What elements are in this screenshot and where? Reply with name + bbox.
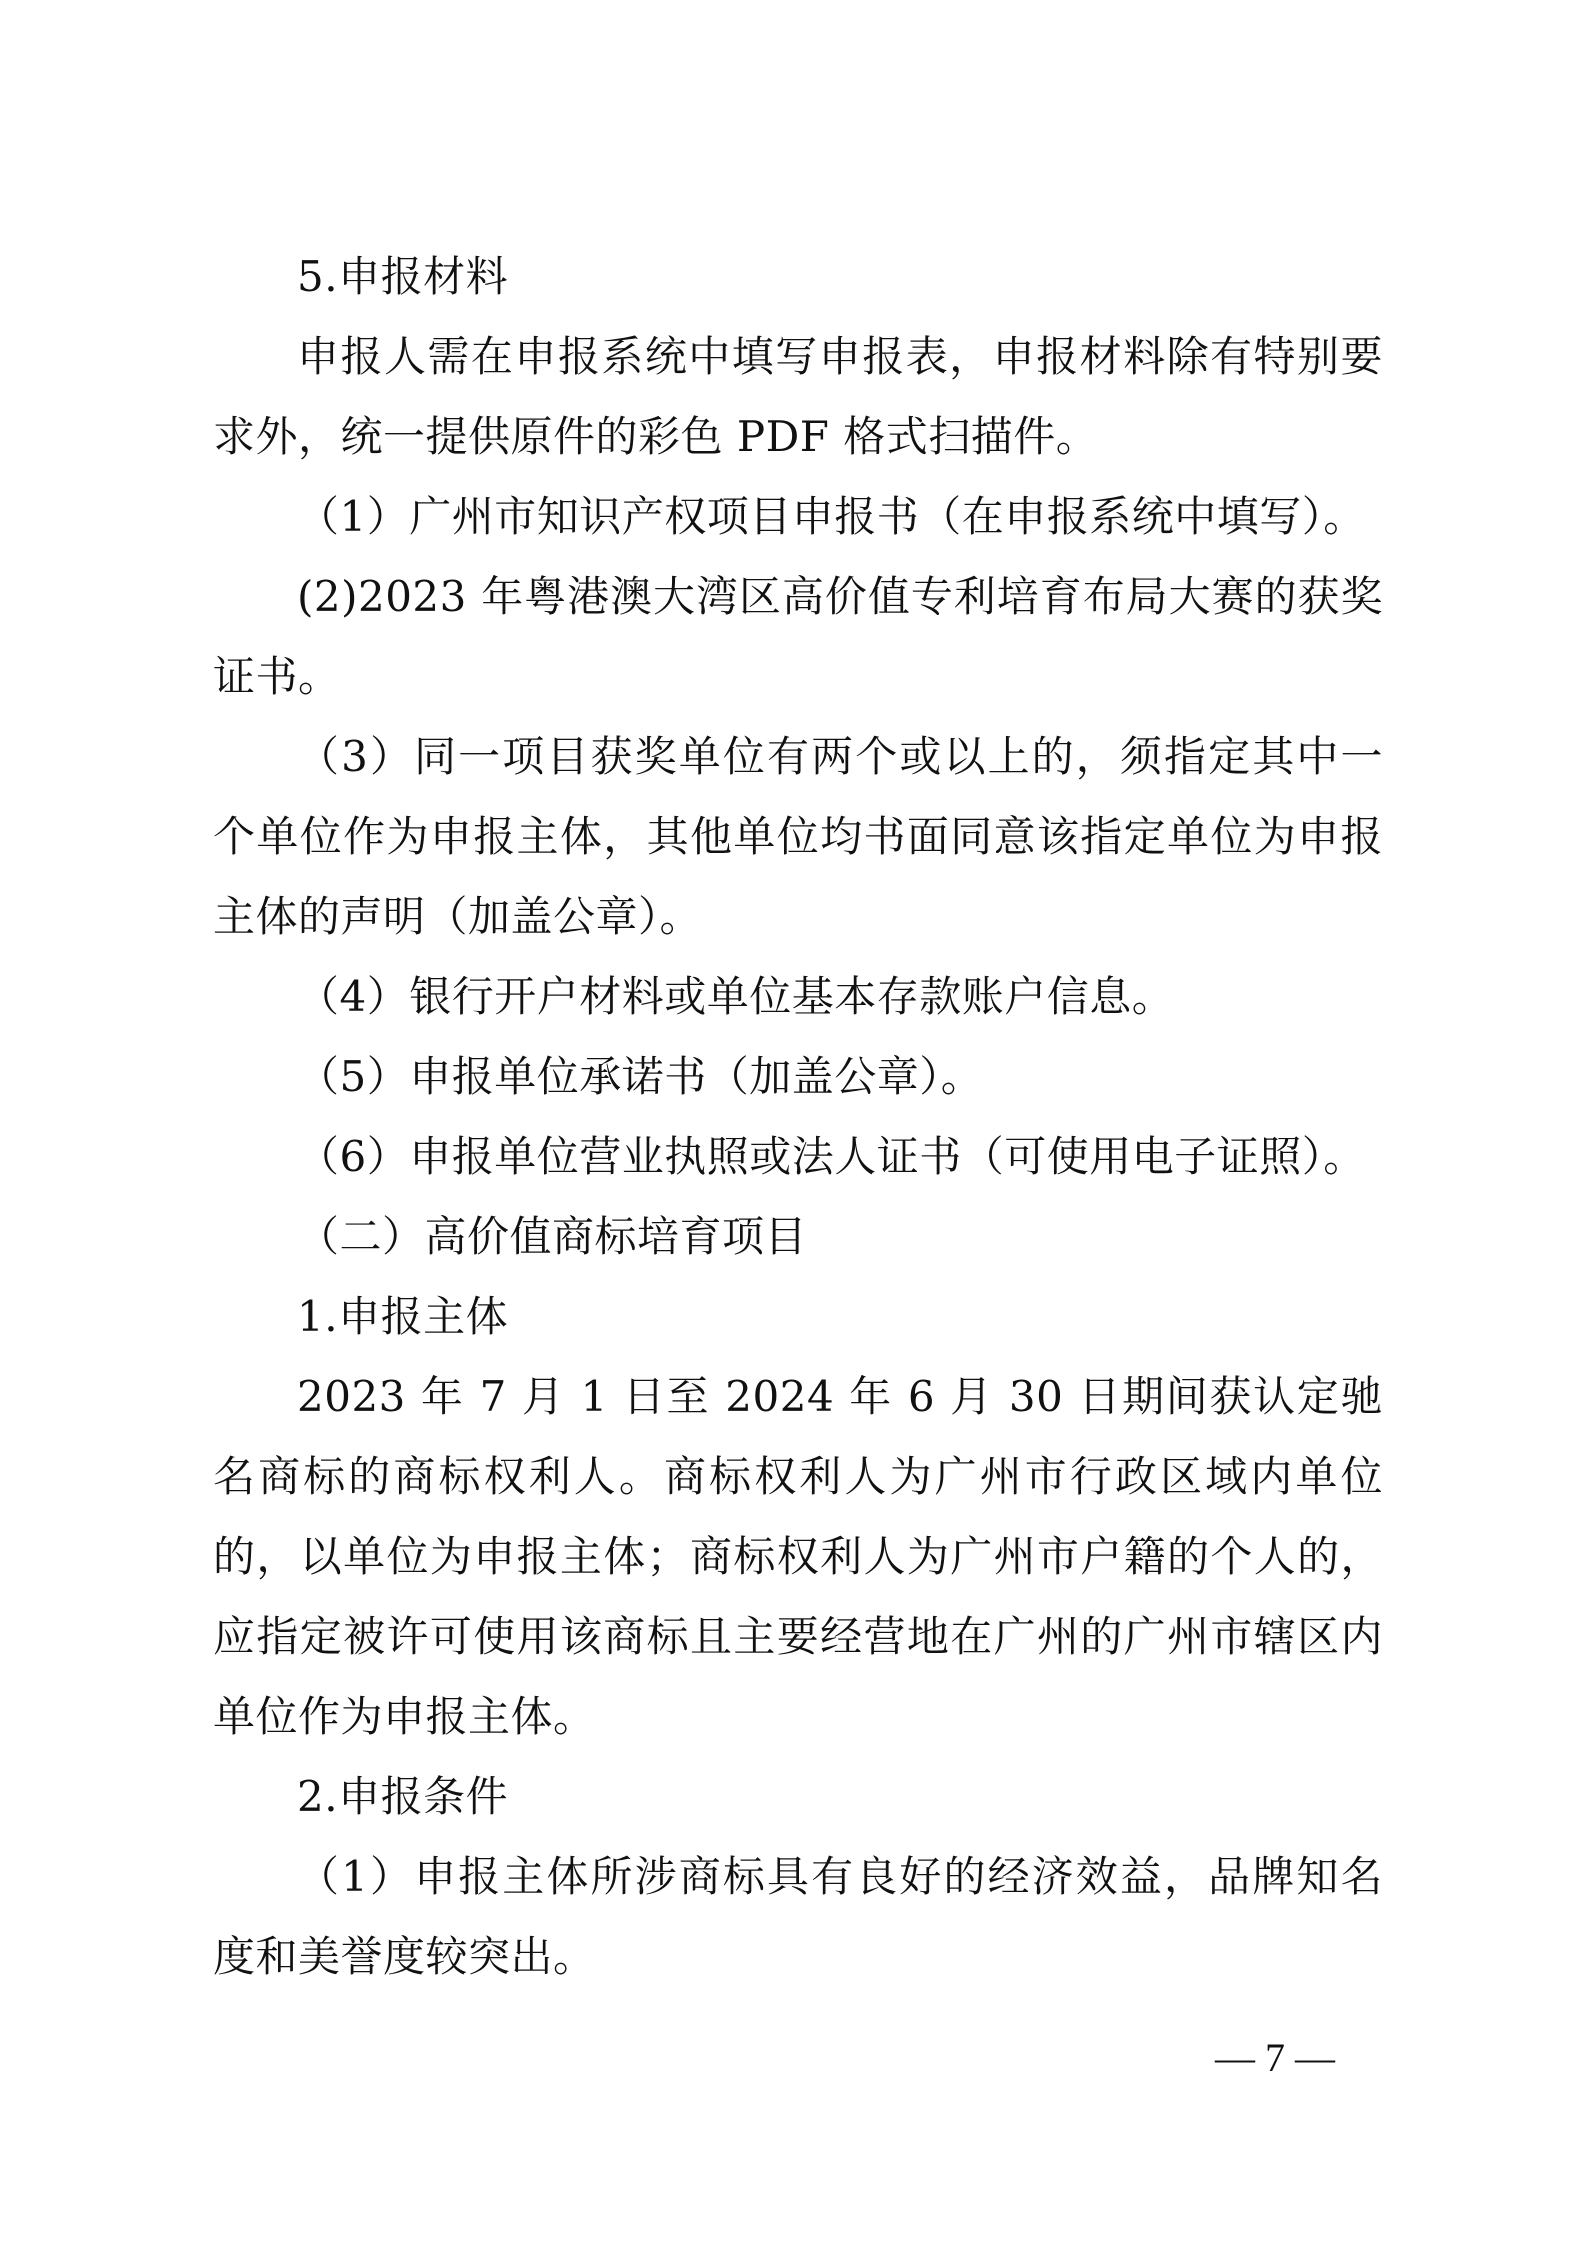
list-item-5: （5）申报单位承诺书（加盖公章）。 — [297, 1052, 984, 1101]
subheading-conditions: 2.申报条件 — [297, 1772, 509, 1821]
paragraph-applicant: 2023 年 7 月 1 日至 2024 年 6 月 30 日期间获认定驰名商标的商标权利人。商标权利人为广州市行政区域内单位的，以单位为申报主体；商标权利人为广州市户籍的个人的，应指定被许可使用该商标且主要经营地在广州的广州市辖区内单位作为申报主体。 — [213, 1372, 1383, 1741]
paragraph-materials-intro: 申报人需在申报系统中填写申报表，申报材料除有特别要求外，统一提供原件的彩色 PDF 格式扫描件。 — [213, 332, 1383, 461]
document-body — [213, 237, 1383, 1997]
condition-item-1: （1）申报主体所涉商标具有良好的经济效益，品牌知名度和美誉度较突出。 — [213, 1852, 1383, 1981]
list-item-1: （1）广州市知识产权项目申报书（在申报系统中填写）。 — [297, 492, 1366, 541]
section-heading-trademark: （二）高价值商标培育项目 — [297, 1212, 808, 1261]
page-number: — 7 — — [1215, 2035, 1335, 2080]
list-item-2: (2)2023 年粤港澳大湾区高价值专利培育布局大赛的获奖证书。 — [213, 572, 1383, 701]
subheading-applicant: 1.申报主体 — [297, 1292, 509, 1341]
list-item-3: （3）同一项目获奖单位有两个或以上的，须指定其中一个单位作为申报主体，其他单位均书面同意该指定单位为申报主体的声明（加盖公章）。 — [213, 732, 1383, 941]
list-item-6: （6）申报单位营业执照或法人证书（可使用电子证照）。 — [297, 1132, 1366, 1181]
list-item-4: （4）银行开户材料或单位基本存款账户信息。 — [297, 972, 1175, 1021]
section-heading-materials: 5.申报材料 — [297, 252, 509, 301]
